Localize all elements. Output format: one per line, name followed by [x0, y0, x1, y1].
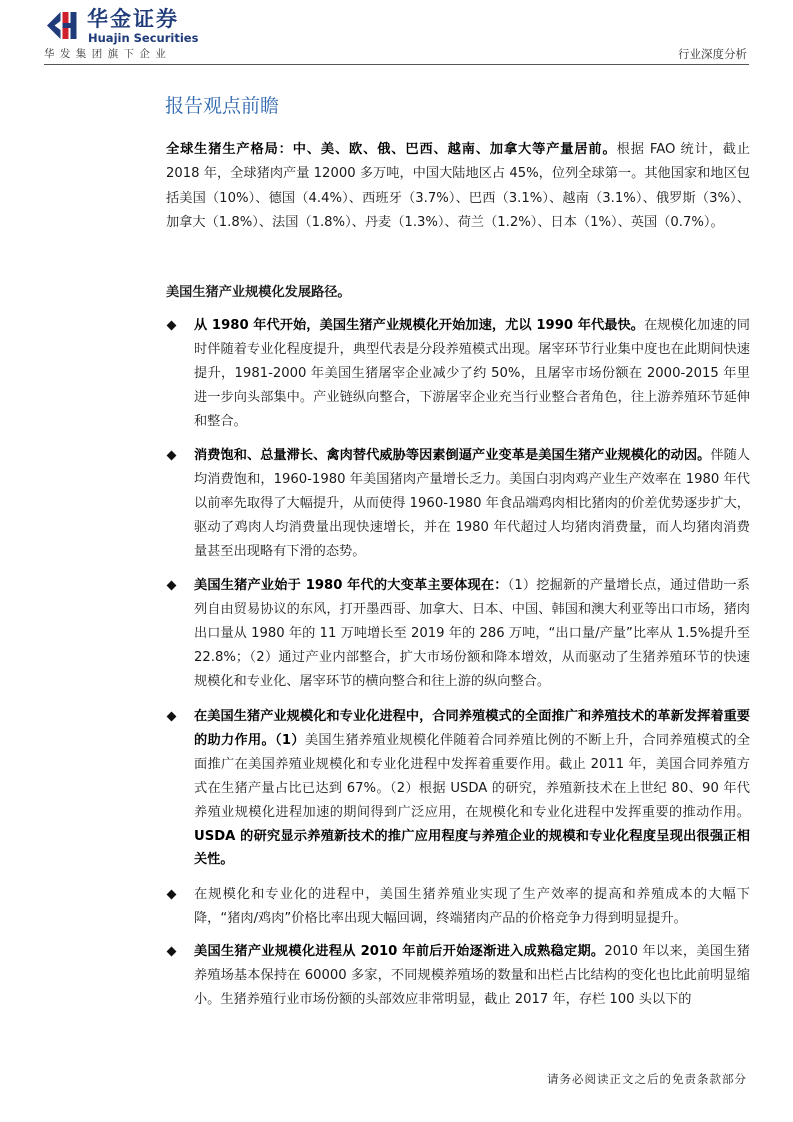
header-divider [44, 64, 749, 65]
diamond-bullet-icon [167, 451, 177, 461]
report-type-label: 行业深度分析 [678, 47, 747, 61]
bullet-body: 2010 年以来，美国生猪养殖场基本保持在 60000 多家，不同规模养殖场的数量和出栏占比结构的变化也比此前明显缩小。生猪养殖行业市场份额的头部效应非常明显，截止 2017 年，存栏 100 头以下的 [194, 944, 750, 1007]
bullet-text [194, 444, 750, 564]
bullet-tail: USDA 的研究显示养殖新技术的推广应用程度与养殖企业的规模和专业化程度呈现出很强正相关性。 [194, 828, 750, 868]
bullet-body: （1）挖掘新的产量增长点，通过借助一系列自由贸易协议的东风，打开墨西哥、加拿大、日本、中国、韩国和澳大利亚等出口市场，猪肉出口量从 1980 年的 11 万吨增长至 2019 年的 286 万吨，“出口量/产量”比率从 1.5%提升至 22.8%；（2）通过产业内部整合，扩大市场份额和降本增效，从而驱动了生猪养殖环节的快速规模化和专业化、屠宰环节的横向整合和往上游的纵向整合。 [194, 578, 750, 689]
path-heading: 美国生猪产业规模化发展路径。 [166, 285, 351, 300]
diamond-bullet-icon [167, 321, 177, 331]
bullet-body: 美国生猪养殖业规模化伴随着合同养殖比例的不断上升，合同养殖模式的全面推广在美国养殖业规模化和专业化进程中发挥着重要作用。截止 2011 年，美国合同养殖方式在生猪产量占比已达到 67%。（2）根据 USDA 的研究，养殖新技术在上世纪 80、90 年代养殖业规模化进程加速的期间得到广泛应用，在规模化和专业化进程中发挥重要的推动作用。 [194, 732, 751, 820]
bullet-text [194, 574, 750, 694]
bullet-body: 伴随人均消费饱和，1960-1980 年美国猪肉产量增长乏力。美国白羽肉鸡产业生产效率在 1980 年代以前率先取得了大幅提升，从而使得 1960-1980 年食品端鸡肉相比猪肉的价差优势逐步扩大，驱动了鸡肉人均消费量出现快速增长，并在 1980 年代超过人均猪肉消费量，而人均猪肉消费量甚至出现略有下滑的态势。 [194, 448, 751, 559]
intro-lead: 全球生猪生产格局：中、美、欧、俄、巴西、越南、加拿大等产量居前。 [166, 142, 617, 157]
section-title: 报告观点前瞻 [165, 95, 280, 117]
bullet-body: 在规模化和专业化的进程中，美国生猪养殖业实现了生产效率的提高和养殖成本的大幅下降，“猪肉/鸡肉”价格比率出现大幅回调，终端猪肉产品的价格竞争力得到明显提升。 [194, 887, 750, 926]
bullet-item-5 [166, 883, 750, 931]
brand-subtitle: 华发集团旗下企业 [44, 48, 172, 60]
bullet-item-6 [166, 940, 750, 1012]
diamond-bullet-icon [167, 712, 177, 722]
bullet-lead: 在美国生猪产业规模化和专业化进程中，合同养殖模式的全面推广和养殖技术的革新发挥着重要的助力作用。 [194, 709, 750, 748]
bullet-text [194, 705, 750, 872]
bullet-item-1 [166, 314, 750, 434]
bullet-lead: 从 1980 年代开始，美国生猪产业规模化开始加速，尤以 1990 年代最快。 [194, 318, 644, 333]
disclaimer-footer: 请务必阅读正文之后的免责条款部分 [547, 1072, 747, 1086]
bullet-item-3 [166, 574, 750, 694]
intro-paragraph [166, 138, 750, 235]
bullet-item-2 [166, 444, 750, 564]
bullet-text [194, 940, 750, 1012]
page-header [0, 0, 793, 70]
bullet-lead: 美国生猪产业规模化进程从 2010 年前后开始逐渐进入成熟稳定期。 [194, 944, 605, 959]
intro-body: 根据 FAO 统计，截止 2018 年，全球猪肉产量 12000 多万吨，中国大陆地区占 45%，位列全球第一。其他国家和地区包括美国（10%）、德国（4.4%）、西班牙（3.7%）、巴西（3.1%）、越南（3.1%）、俄罗斯（3%）、加拿大（1.8%）、法国（1.8%）、丹麦（1.3%）、荷兰（1.2%）、日本（1%）、英国（0.7%）。 [166, 142, 750, 230]
bullet-lead-number: （1） [275, 732, 305, 748]
diamond-bullet-icon [167, 947, 177, 957]
bullet-lead: 消费饱和、总量滞长、禽肉替代威胁等因素倒逼产业变革是美国生猪产业规模化的动因。 [194, 448, 711, 463]
brand-name-cn: 华金证券 [87, 7, 179, 31]
bullet-item-4 [166, 705, 750, 872]
bullet-lead: 美国生猪产业始于 1980 年代的大变革主要体现在： [194, 578, 508, 593]
diamond-bullet-icon [167, 581, 177, 591]
bullet-text [194, 883, 750, 931]
diamond-bullet-icon [167, 890, 177, 900]
bullet-text [194, 314, 750, 434]
brand-name-en: Huajin Securities [88, 31, 199, 45]
huajin-logo-icon [44, 9, 80, 42]
bullet-body: 在规模化加速的同时伴随着专业化程度提升，典型代表是分段养殖模式出现。屠宰环节行业集中度也在此期间快速提升，1981-2000 年美国生猪屠宰企业减少了约 50%，且屠宰市场份额在 2000-2015 年里进一步向头部集中。产业链纵向整合，下游屠宰企业充当行业整合者角色，往上游养殖环节延伸和整合。 [194, 318, 750, 429]
